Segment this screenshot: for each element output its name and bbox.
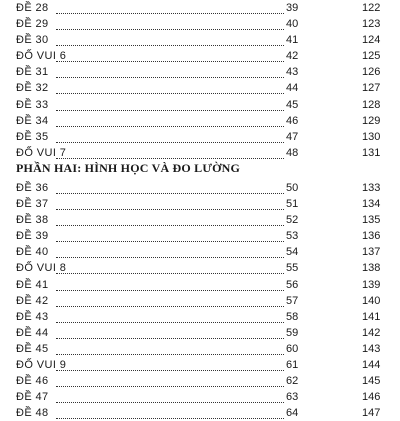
- entry-label: ĐỀ 30: [16, 34, 49, 47]
- toc-entry: [0, 196, 400, 212]
- entry-label: ĐỐ VUI 6: [16, 50, 67, 63]
- entry-label: ĐỀ 35: [16, 130, 49, 143]
- entry-answer-page: 144: [362, 359, 381, 372]
- entry-label: ĐỀ 31: [16, 66, 49, 79]
- entry-label: ĐỀ 33: [16, 98, 49, 111]
- entry-answer-page: 145: [362, 375, 381, 388]
- entry-label: ĐỀ 47: [16, 391, 49, 404]
- entry-answer-page: 138: [362, 262, 381, 275]
- dot-leader: [56, 148, 284, 159]
- toc-entry: [0, 309, 400, 325]
- entry-answer-page: 134: [362, 198, 381, 211]
- entry-page: 55: [286, 262, 299, 275]
- entry-answer-page: 137: [362, 246, 381, 259]
- entry-page: 41: [286, 34, 299, 47]
- entry-page: 53: [286, 230, 299, 243]
- dot-leader: [56, 344, 284, 355]
- toc-entry: [0, 48, 400, 64]
- toc-entry: [0, 97, 400, 113]
- entry-answer-page: 125: [362, 50, 381, 63]
- dot-leader: [56, 19, 284, 30]
- dot-leader: [56, 116, 284, 127]
- entry-page: 62: [286, 375, 299, 388]
- entry-page: 48: [286, 146, 299, 159]
- entry-label: ĐỀ 45: [16, 342, 49, 355]
- dot-leader: [56, 328, 284, 339]
- toc-entry: [0, 341, 400, 357]
- toc-entry: [0, 244, 400, 260]
- entry-answer-page: 124: [362, 34, 381, 47]
- toc-entry: [0, 293, 400, 309]
- entry-page: 46: [286, 114, 299, 127]
- entry-answer-page: 122: [362, 2, 381, 14]
- dot-leader: [56, 100, 284, 111]
- entry-label: ĐỀ 44: [16, 326, 49, 339]
- entry-answer-page: 129: [362, 114, 381, 127]
- entry-answer-page: 135: [362, 214, 381, 227]
- dot-leader: [56, 408, 284, 419]
- entry-answer-page: 127: [362, 82, 381, 95]
- entry-label: ĐỀ 29: [16, 18, 49, 31]
- dot-leader: [56, 51, 284, 62]
- toc-section-two: [0, 180, 400, 421]
- entry-label: ĐỀ 32: [16, 82, 49, 95]
- toc-entry: [0, 80, 400, 96]
- toc-entry: [0, 145, 400, 161]
- entry-page: 59: [286, 326, 299, 339]
- entry-label: ĐỀ 38: [16, 214, 49, 227]
- entry-label: ĐỀ 40: [16, 246, 49, 259]
- entry-answer-page: 143: [362, 342, 381, 355]
- entry-page: 57: [286, 294, 299, 307]
- toc-entry: [0, 389, 400, 405]
- entry-page: 52: [286, 214, 299, 227]
- entry-page: 54: [286, 246, 299, 259]
- entry-page: 43: [286, 66, 299, 79]
- entry-page: 47: [286, 130, 299, 143]
- dot-leader: [56, 263, 284, 274]
- entry-page: 39: [286, 2, 299, 14]
- entry-label: ĐỐ VUI 9: [16, 359, 67, 372]
- entry-page: 60: [286, 342, 299, 355]
- entry-label: ĐỀ 46: [16, 375, 49, 388]
- entry-answer-page: 142: [362, 326, 381, 339]
- entry-page: 45: [286, 98, 299, 111]
- entry-answer-page: 140: [362, 294, 381, 307]
- entry-answer-page: 147: [362, 407, 381, 420]
- entry-page: 44: [286, 82, 299, 95]
- entry-label: ĐỀ 39: [16, 230, 49, 243]
- entry-answer-page: 128: [362, 98, 381, 111]
- section-two-title: PHẦN HAI: HÌNH HỌC VÀ ĐO LƯỜNG: [16, 161, 241, 175]
- entry-label: ĐỀ 48: [16, 407, 49, 420]
- toc-section-one: [0, 0, 400, 161]
- entry-answer-page: 141: [362, 310, 381, 323]
- entry-page: 51: [286, 198, 299, 211]
- dot-leader: [56, 183, 284, 194]
- dot-leader: [56, 3, 284, 14]
- entry-page: 64: [286, 407, 299, 420]
- toc-entry: [0, 277, 400, 293]
- entry-page: 40: [286, 18, 299, 31]
- entry-answer-page: 139: [362, 278, 381, 291]
- dot-leader: [56, 199, 284, 210]
- dot-leader: [56, 296, 284, 307]
- dot-leader: [56, 360, 284, 371]
- toc-entry: [0, 357, 400, 373]
- dot-leader: [56, 392, 284, 403]
- entry-label: ĐỐ VUI 7: [16, 146, 67, 159]
- dot-leader: [56, 132, 284, 143]
- entry-label: ĐỀ 41: [16, 278, 49, 291]
- dot-leader: [56, 83, 284, 94]
- entry-page: 42: [286, 50, 299, 63]
- entry-answer-page: 123: [362, 18, 381, 31]
- toc-entry: [0, 64, 400, 80]
- entry-label: ĐỀ 34: [16, 114, 49, 127]
- entry-label: ĐỀ 42: [16, 294, 49, 307]
- toc-entry: [0, 405, 400, 421]
- entry-page: 56: [286, 278, 299, 291]
- entry-answer-page: 131: [362, 146, 381, 159]
- toc-entry: [0, 325, 400, 341]
- dot-leader: [56, 35, 284, 46]
- entry-answer-page: 126: [362, 66, 381, 79]
- entry-page: 63: [286, 391, 299, 404]
- dot-leader: [56, 280, 284, 291]
- entry-label: ĐỀ 37: [16, 198, 49, 211]
- dot-leader: [56, 231, 284, 242]
- entry-answer-page: 146: [362, 391, 381, 404]
- entry-page: 50: [286, 182, 299, 194]
- entry-page: 61: [286, 359, 299, 372]
- dot-leader: [56, 376, 284, 387]
- toc-entry: [0, 212, 400, 228]
- entry-label: ĐỀ 36: [16, 182, 49, 194]
- dot-leader: [56, 67, 284, 78]
- toc-entry: [0, 373, 400, 389]
- dot-leader: [56, 215, 284, 226]
- toc-entry: [0, 32, 400, 48]
- entry-label: ĐỀ 43: [16, 310, 49, 323]
- toc-entry: [0, 129, 400, 145]
- entry-page: 58: [286, 310, 299, 323]
- toc-entry: [0, 0, 400, 16]
- toc-entry: [0, 180, 400, 196]
- entry-label: ĐỀ 28: [16, 2, 49, 14]
- entry-answer-page: 133: [362, 182, 381, 194]
- toc-entry: [0, 113, 400, 129]
- entry-answer-page: 136: [362, 230, 381, 243]
- toc-entry: [0, 228, 400, 244]
- entry-label: ĐỐ VUI 8: [16, 262, 67, 275]
- dot-leader: [56, 312, 284, 323]
- dot-leader: [56, 247, 284, 258]
- toc-entry: [0, 260, 400, 276]
- entry-answer-page: 130: [362, 130, 381, 143]
- toc-entry: [0, 16, 400, 32]
